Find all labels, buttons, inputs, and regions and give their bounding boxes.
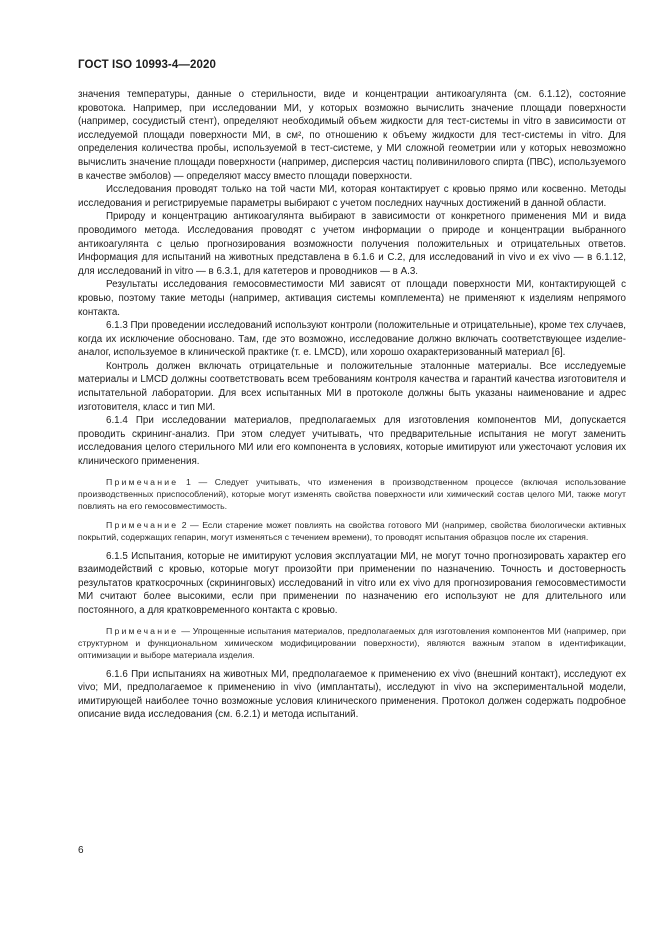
note-3 <box>78 625 626 661</box>
note-label: Примечание <box>106 476 179 487</box>
note-label: Примечание <box>106 519 179 530</box>
paragraph-6-1-4: 6.1.4 При исследовании материалов, предполагаемых для изготовления компонентов МИ, допускается проводить скрининг-анализ. При этом следует учитывать, что предварительные испытания не могут заменить исследования целого стерильного МИ или его компонента в условиях, которые имитируют или ужесточают условия их клинического применения. <box>78 415 626 468</box>
paragraph: Природу и концентрацию антикоагулянта выбирают в зависимости от конкретного применения МИ и вида проводимого метода. Исследования проводят с учетом информации о природе и концентрации выбранного антикоагулянта с целью прогнозирования возможности получения положительных и отрицательных ответов. Информация для испытаний на животных представлена в 6.1.6 и С.2, для исследований in vivo и ex vivo — в 6.1.12, для исследований in vitro — в 6.3.1, для катетеров и проводников — в А.3. <box>78 211 626 277</box>
paragraph-6-1-5: 6.1.5 Испытания, которые не имитируют условия эксплуатации МИ, не могут точно прогнозировать характер его взаимодействий с кровью, которые могут произойти при применении по назначению. Точность и достоверность результатов краткосрочных (скрининговых) исследований in vitro или ex vivo для прогнозирования гемосовместимости МИ считают более высокими, если при применении по назначению его используют не для длительного или постоянного, а для кратковременного контакта с кровью. <box>78 550 626 616</box>
note-text: — Упрощенные испытания материалов, предполагаемых для изготовления компонентов МИ (например, при структурном и функциональном химическом модифицировании поверхности), являются важным этапом в идентификации, оптимизации и выборе материала изделия. <box>78 625 626 660</box>
note-label: Примечание <box>106 625 179 636</box>
paragraph-6-1-3: 6.1.3 При проведении исследований используют контроли (положительные и отрицательные), кроме тех случаев, когда их исключение обосновано. Там, где это возможно, исследование должно включать соответствующее изделие-аналог, используемое в клинической практике (т. е. LMCD), или хорошо охарактеризованный материал [6]. <box>78 320 626 359</box>
paragraph: Исследования проводят только на той части МИ, которая контактирует с кровью прямо или косвенно. Методы исследования и регистрируемые параметры выбирают с учетом последних научных достижений в данной области. <box>78 184 626 209</box>
document-header: ГОСТ ISO 10993-4—2020 <box>78 59 216 71</box>
note-text: 2 — Если старение может повлиять на свойства готового МИ (например, свойства биологически активных покрытий, содержащих гепарин, могут изменяться с течением времени), то проводят испытания образцов после их старения. <box>78 519 626 542</box>
paragraph: значения температуры, данные о стерильности, виде и концентрации антикоагулянта (см. 6.1.12), состояние кровотока. Например, при исследовании МИ, у которых возможно вычислить значение площади поверхности (например, сосудистый стент), определяют необходимый объем жидкости для тест-системы in vitro в зависимости от исследуемой площади поверхности МИ, в см², по отношению к объему жидкости для тест-системы in vitro. Для определения количества пробы, используемой в тест-системе, у МИ сложной геометрии или у которых невозможно вычислить значение площади поверхности (например, дисперсия частиц поливинилового спирта (ПВС), используемого в качестве эмболов) — определяют массу вместо площади поверхности. <box>78 89 626 182</box>
page-number: 6 <box>78 845 84 856</box>
note-text: 1 — Следует учитывать, что изменения в производственном процессе (включая использование производственных приспособлений), которые могут изменять свойства поверхности или химический состав целого МИ, также могут повлиять на его гемосовместимость. <box>78 476 626 511</box>
note-1 <box>78 476 626 512</box>
paragraph: Контроль должен включать отрицательные и положительные эталонные материалы. Все исследуемые материалы и LMCD должны соответствовать всем требованиям контроля качества и гарантий качества изготовителя и испытательной лаборатории. Для всех испытанных МИ в протоколе должны быть указаны наименование и адрес изготовителя, класс и тип МИ. <box>78 360 626 413</box>
paragraph: Результаты исследования гемосовместимости МИ зависят от площади поверхности МИ, контактирующей с кровью, поэтому такие методы (например, активация системы комплемента) не применяют к изделиям непрямого контакта. <box>78 279 626 318</box>
paragraph-6-1-6: 6.1.6 При испытаниях на животных МИ, предполагаемое к применению ex vivo (внешний контакт), исследуют ex vivo; МИ, предполагаемое к применению in vivo (имплантаты), исследуют in vivo на экспериментальной модели, имитирующей наиболее точно возможные условия клинического применения. Протокол должен содержать подробное описание вида исследования (см. 6.2.1) и метода испытаний. <box>78 668 626 721</box>
note-2 <box>78 519 626 543</box>
document-body <box>78 88 626 722</box>
